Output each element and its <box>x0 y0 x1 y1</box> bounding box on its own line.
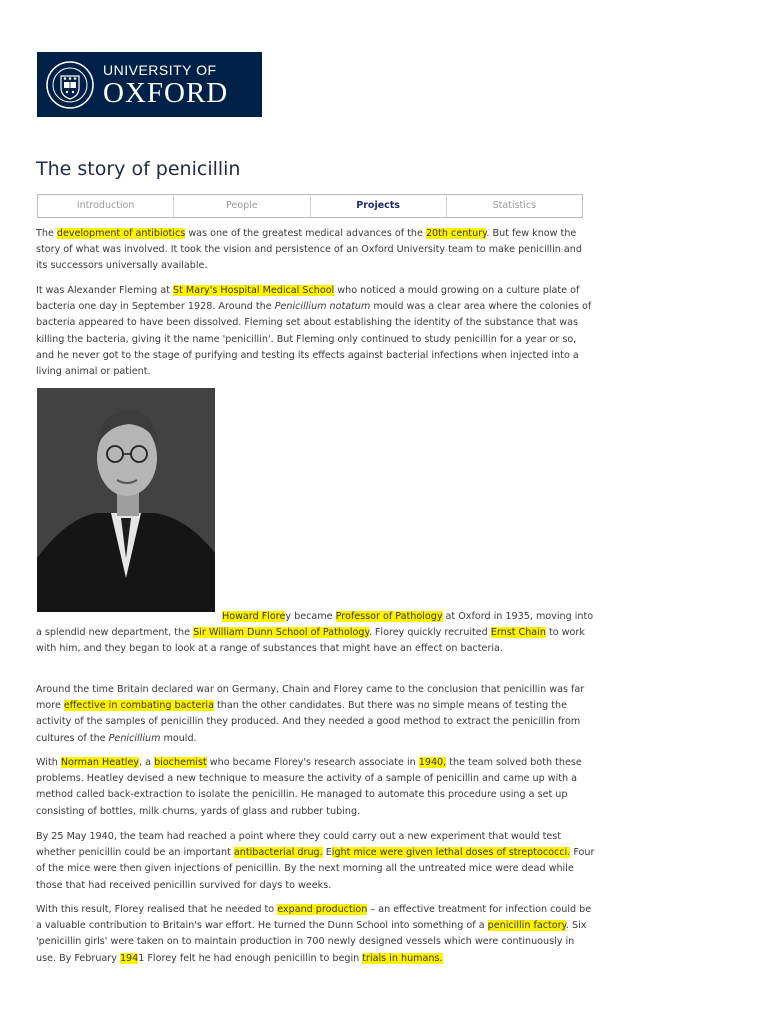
text: 1 Florey felt he had enough penicillin to begin <box>138 952 363 964</box>
text: at Oxford in 1935, moving into a splendid new department, the <box>36 611 594 639</box>
text: It was Alexander Fleming at <box>36 285 174 296</box>
tab-bar <box>37 194 583 218</box>
paragraph-fleming <box>36 283 596 380</box>
paragraph-mice-experiment <box>36 829 596 894</box>
text: than the other candidates. But there was no simple means of testing the activity of the samples of penicillin they produced. And they needed a good method to extract the penicillin from cultures of the <box>36 700 581 744</box>
logo-line2: OXFORD <box>103 76 229 109</box>
italic-text: Penicillium notatum <box>274 301 371 313</box>
paragraph-florey <box>36 609 596 658</box>
logo-line1: UNIVERSITY OF <box>103 61 217 78</box>
tab-introduction[interactable]: Introduction <box>38 195 174 217</box>
paragraph-chain <box>36 682 596 747</box>
highlight: Ernst Chain <box>490 627 546 639</box>
highlight: penicillin factory <box>487 920 566 932</box>
text: y became <box>285 611 336 622</box>
text: , a <box>139 757 155 768</box>
text: was one of the greatest medical advances of the <box>185 228 426 239</box>
highlight: 194 <box>119 952 139 964</box>
highlight: Professor of Pathology <box>335 611 443 622</box>
text: – an effective treatment for infection could be a valuable contribution to Britain's war effort. He turned the Dunn School into something of a <box>36 904 592 932</box>
italic-text: Penicillium <box>108 732 161 744</box>
text: Four of the mice were then given injections of penicillin. By the next morning all the untreated mice were dead while those that had received penicillin survived for days to weeks. <box>36 847 595 891</box>
text: . Florey quickly recruited <box>368 627 491 639</box>
text: With this result, Florey realised that he needed to <box>36 904 278 915</box>
paragraph-intro <box>36 226 596 275</box>
highlight: ight mice were given lethal doses of streptococci. <box>331 847 571 859</box>
text: By 25 May 1940, the team had reached a point where they could carry out a new experiment that would test whether penicillin could be an important <box>36 831 562 859</box>
text: the team solved both these problems. Heatley devised a new technique to measure the activity of a sample of penicillin and came up with a method called back-extraction to isolate the penicillin. He managed to automate this procedure using a set up consisting of bottles, milk churns, yards of glass and rubber tubing. <box>36 757 582 817</box>
florey-portrait-photo <box>37 388 215 612</box>
text: mould was a clear area where the colonies of bacteria appeared to have been dissolved. Fleming set about establishing the identity of the substance that was killing the bacteria, giving it the name 'penicillin'. But Fleming only continued to study penicillin for a year or so, and he never got to the stage of purifying and testing its effects against bacterial infections when injected into a living animal or patient. <box>36 301 592 378</box>
text: With <box>36 757 61 768</box>
tab-projects[interactable]: Projects <box>311 195 447 217</box>
highlight: biochemist <box>154 757 207 768</box>
tab-statistics[interactable]: Statistics <box>492 200 537 211</box>
crest-icon <box>45 60 95 110</box>
paragraph-heatley <box>36 755 596 820</box>
logo-wordmark <box>103 62 228 108</box>
highlight: trials in humans. <box>362 952 443 964</box>
text: mould. <box>160 732 197 744</box>
highlight: 1940, <box>418 757 447 768</box>
text: to work with him, and they began to look at a range of substances that might have an effect on bacteria. <box>36 627 585 655</box>
highlight: effective in combating bacteria <box>63 700 214 712</box>
text: . But few know the story of what was involved. It took the vision and persistence of an Oxford University team to make penicillin and its successors universally available. <box>36 228 582 272</box>
highlight: antibacterial drug. <box>233 847 323 859</box>
tab-people[interactable]: People <box>174 195 310 217</box>
oxford-logo[interactable] <box>37 52 262 117</box>
highlight: Sir William Dunn School of Pathology <box>193 627 369 639</box>
highlight: expand production <box>277 904 368 915</box>
text: E <box>322 847 332 859</box>
text: . Six 'penicillin girls' were taken on to maintain production in 700 newly designed vessels which were continuously in use. By February <box>36 920 587 964</box>
highlight: Norman Heatley <box>60 757 140 768</box>
text: The <box>36 228 57 239</box>
highlight: Howard Flore <box>222 611 286 622</box>
page-title: The story of penicillin <box>36 158 241 180</box>
highlight: development of antibiotics <box>56 228 186 239</box>
text: who became Florey's research associate in <box>206 757 419 768</box>
text: Around the time Britain declared war on Germany, Chain and Florey came to the conclusion that penicillin was far more <box>36 684 585 712</box>
text: who noticed a mould growing on a culture plate of bacteria one day in September 1928. Around the <box>36 285 580 313</box>
highlight: 20th century <box>425 228 487 239</box>
paragraph-production <box>36 902 596 967</box>
highlight: St Mary's Hospital Medical School <box>173 285 335 296</box>
